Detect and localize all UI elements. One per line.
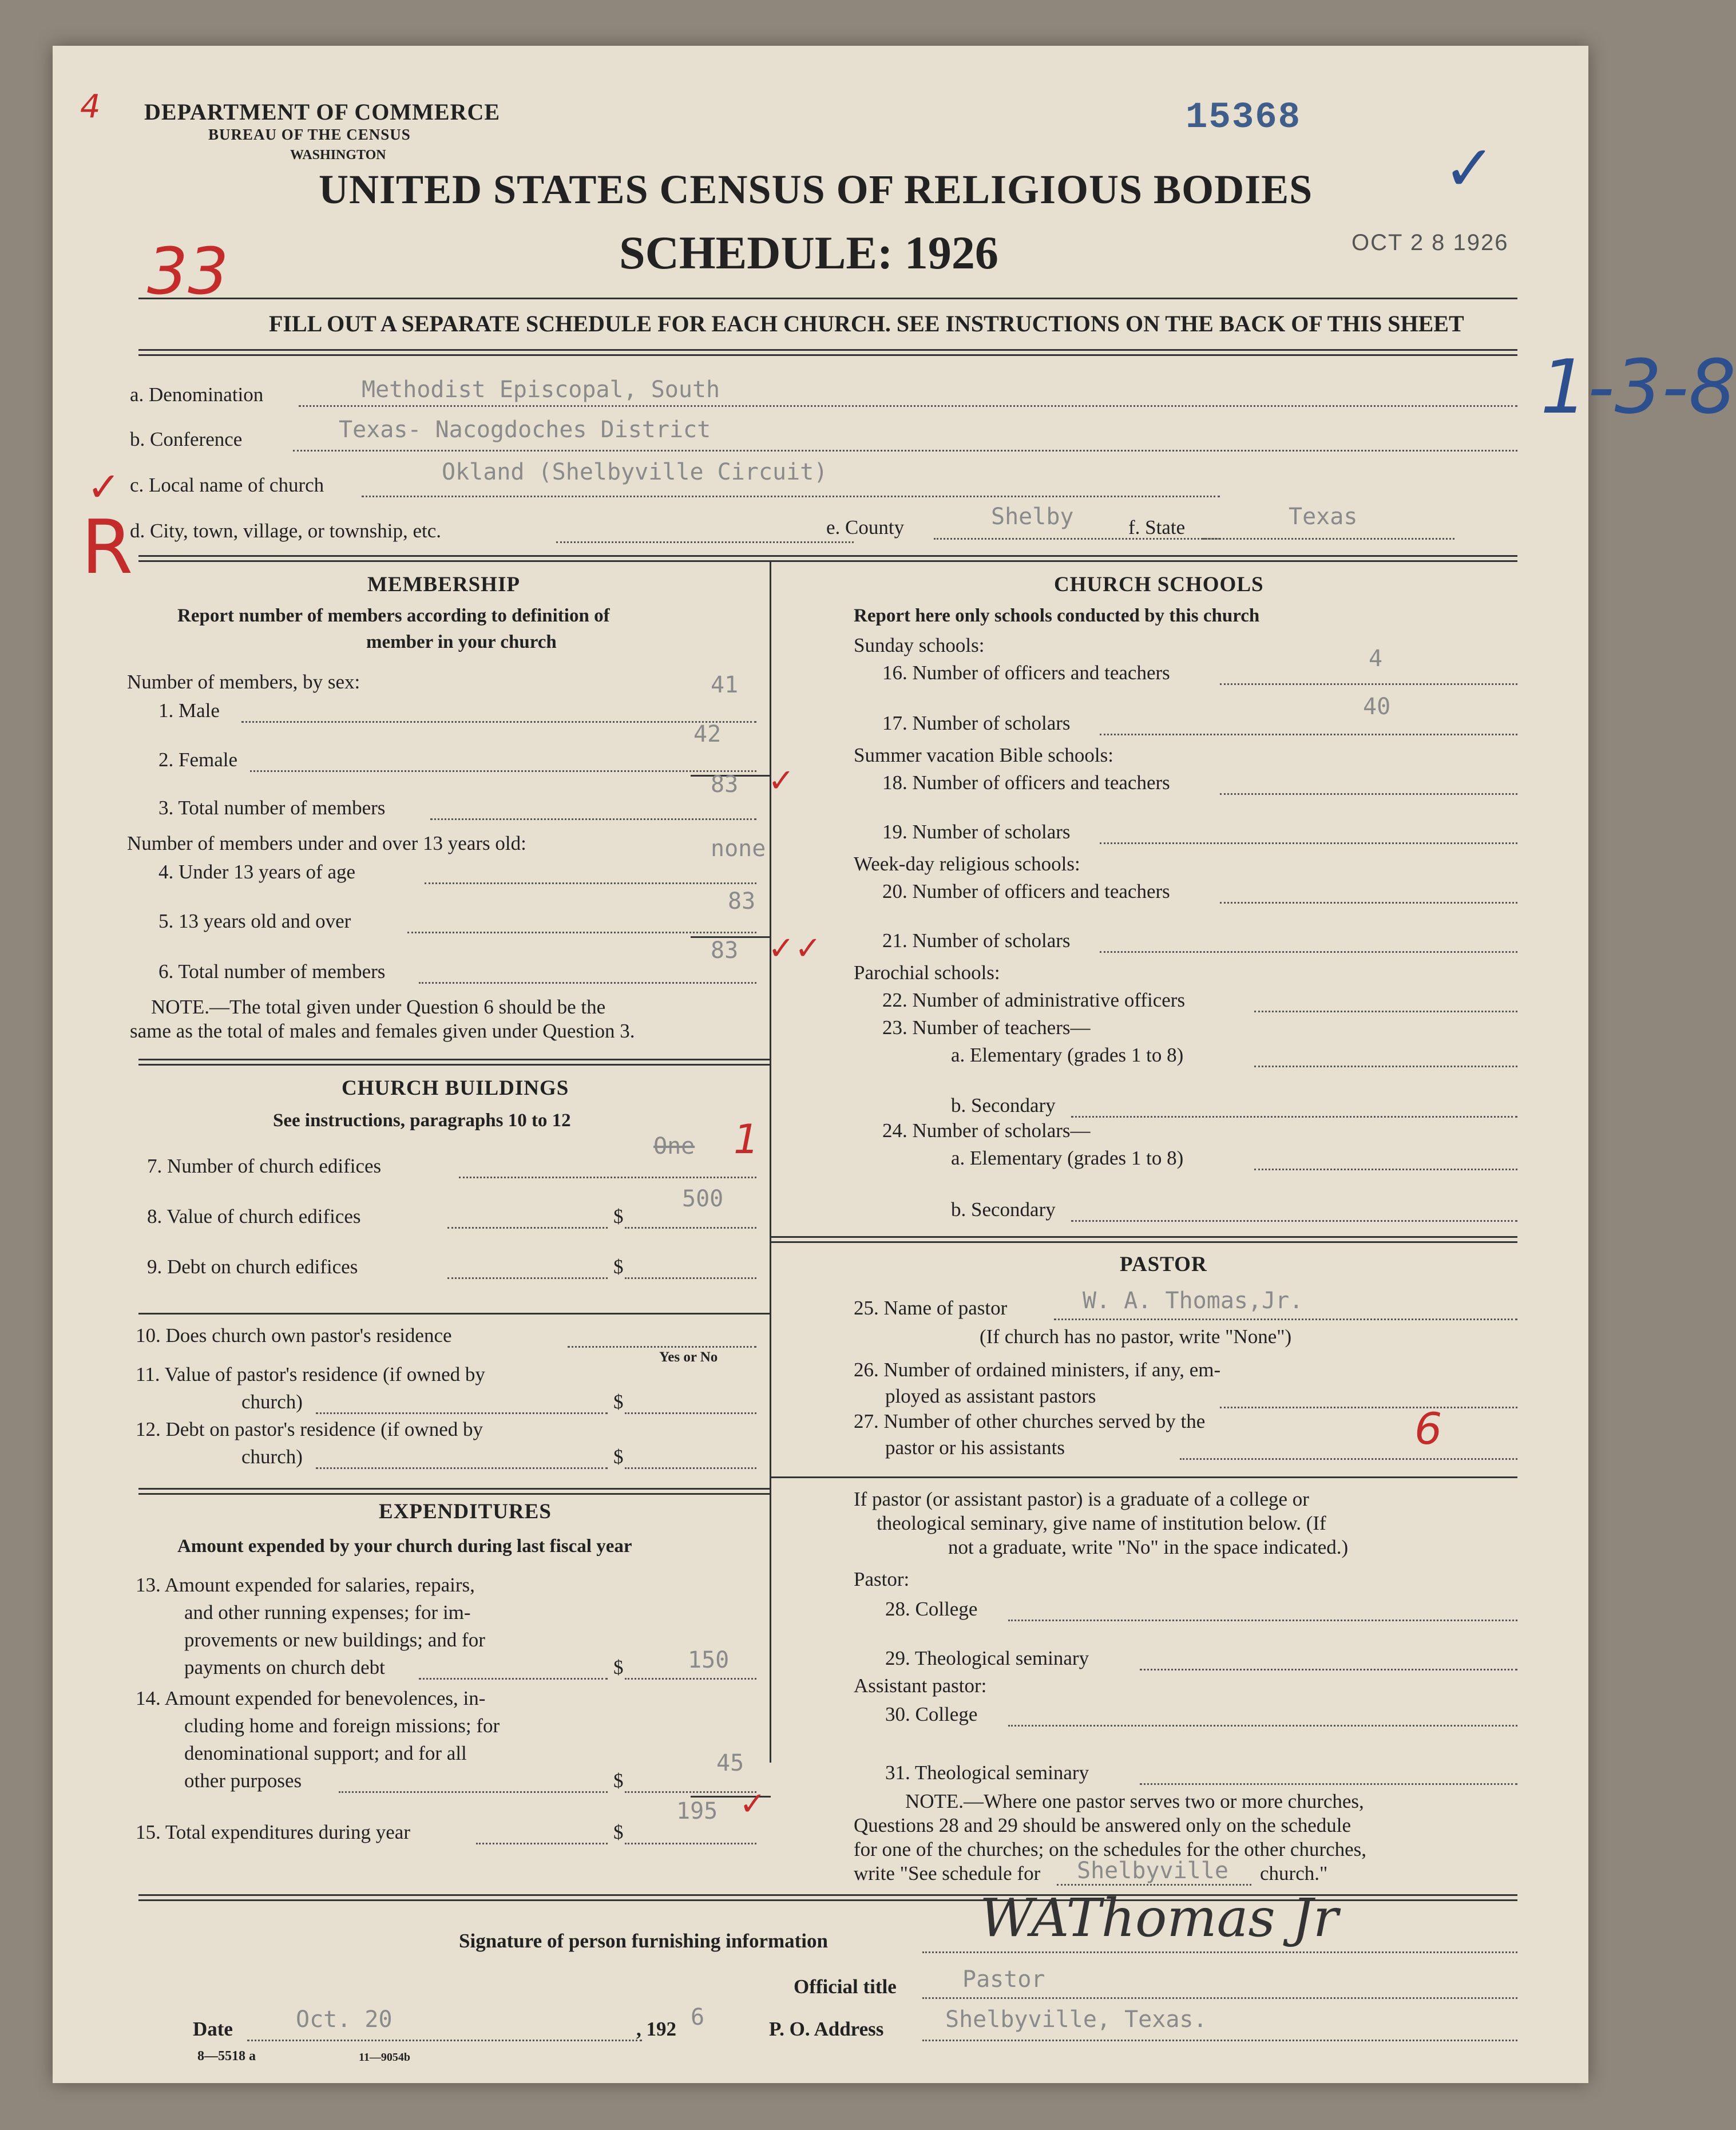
pastor-name-value: W. A. Thomas,Jr. — [1083, 1288, 1303, 1314]
church-edifices-value: One — [653, 1133, 695, 1159]
pastor-name-label: 25. Name of pastor — [854, 1297, 1008, 1319]
print-number: 11—9054b — [359, 2051, 411, 2064]
residence-debt-label-1: 12. Debt on pastor's residence (if owned by — [136, 1418, 483, 1440]
sunday-schools-label: Sunday schools: — [854, 634, 985, 656]
under-13-value: none — [711, 836, 766, 862]
handwritten-check-top: ✓ — [1443, 132, 1496, 205]
benevolences-label-4: other purposes — [184, 1769, 302, 1792]
running-expenses-label-2: and other running expenses; for im- — [184, 1601, 471, 1624]
members-by-age-label: Number of members under and over 13 years old: — [127, 832, 526, 854]
female-label: 2. Female — [158, 749, 238, 771]
edifice-value-label: 8. Value of church edifices — [147, 1205, 361, 1228]
department-name: DEPARTMENT OF COMMERCE — [144, 99, 501, 125]
running-expenses-value: 150 — [688, 1647, 730, 1673]
scholars-elementary-label: a. Elementary (grades 1 to 8) — [951, 1147, 1184, 1169]
membership-title: MEMBERSHIP — [367, 573, 520, 596]
census-schedule-sheet — [53, 46, 1736, 2083]
year-prefix: , 192 — [636, 2018, 676, 2040]
county-label: e. County — [826, 516, 905, 539]
total-members-6-label: 6. Total number of members — [158, 960, 386, 983]
parochial-scholars-label: 24. Number of scholars— — [882, 1119, 1091, 1142]
form-title: UNITED STATES CENSUS OF RELIGIOUS BODIES — [319, 167, 1313, 212]
assistant-ministers-label-1: 26. Number of ordained ministers, if any, em- — [854, 1359, 1221, 1381]
see-schedule-church-value: Shelbyville — [1077, 1858, 1228, 1884]
denomination-value: Methodist Episcopal, South — [362, 377, 720, 403]
membership-note-2: same as the total of males and females given under Question 3. — [130, 1020, 635, 1042]
form-number: 8—5518 a — [197, 2049, 256, 2064]
church-schools-subtitle: Report here only schools conducted by this church — [854, 605, 1260, 626]
year-value: 6 — [691, 2004, 705, 2030]
state-label: f. State — [1128, 516, 1186, 539]
over-13-value: 83 — [728, 888, 756, 914]
benevolences-value: 45 — [716, 1750, 744, 1776]
pastor-note-2: Questions 28 and 29 should be answered only on the schedule — [854, 1814, 1351, 1836]
total-members-3-mark: ✓ — [768, 762, 795, 799]
residence-debt-dollar: $ — [613, 1446, 624, 1468]
church-buildings-subtitle: See instructions, paragraphs 10 to 12 — [273, 1110, 571, 1131]
graduate-instruction-3: not a graduate, write "No" in the space indicated.) — [948, 1536, 1349, 1558]
county-value: Shelby — [991, 504, 1074, 530]
total-members-3-value: 83 — [711, 771, 739, 798]
handwritten-check-v: ✓ — [87, 464, 121, 510]
handwritten-mark-r: R — [81, 504, 133, 591]
assistant-education-label: Assistant pastor: — [854, 1674, 987, 1697]
serial-number: 15368 — [1186, 97, 1302, 138]
expenditures-title: EXPENDITURES — [379, 1500, 552, 1523]
weekday-officers-label: 20. Number of officers and teachers — [882, 880, 1170, 902]
sunday-officers-value: 4 — [1369, 646, 1383, 672]
scholars-secondary-label: b. Secondary — [951, 1198, 1056, 1221]
owns-residence-label: 10. Does church own pastor's residence — [136, 1324, 452, 1347]
pastor-note-4a: write "See schedule for — [854, 1862, 1041, 1884]
running-expenses-label-4: payments on church debt — [184, 1656, 385, 1678]
po-address-label: P. O. Address — [769, 2018, 884, 2040]
female-value: 42 — [693, 721, 722, 747]
conference-label: b. Conference — [130, 428, 243, 450]
residence-value-label-2: church) — [241, 1391, 303, 1413]
edifice-debt-label: 9. Debt on church edifices — [147, 1256, 358, 1278]
total-members-6-value: 83 — [711, 937, 739, 964]
sunday-scholars-label: 17. Number of scholars — [882, 712, 1071, 734]
running-expenses-label-1: 13. Amount expended for salaries, repairs, — [136, 1574, 475, 1596]
denomination-label: a. Denomination — [130, 383, 264, 406]
official-title-label: Official title — [794, 1975, 897, 1998]
pastor-college-label: 28. College — [885, 1598, 978, 1620]
membership-subtitle-1: Report number of members according to definition of — [177, 605, 610, 626]
received-date-stamp: OCT 2 8 1926 — [1351, 230, 1509, 255]
weekday-schools-label: Week-day religious schools: — [854, 853, 1080, 875]
total-expenditures-dollar: $ — [613, 1821, 624, 1843]
pastor-title: PASTOR — [1120, 1253, 1207, 1276]
separate-schedule-instruction: FILL OUT A SEPARATE SCHEDULE FOR EACH CHURCH. SEE INSTRUCTIONS ON THE BACK OF THIS SHEET — [269, 311, 1464, 336]
bureau-name: BUREAU OF THE CENSUS — [208, 126, 411, 143]
pastor-education-label: Pastor: — [854, 1568, 910, 1590]
other-churches-label-2: pastor or his assistants — [885, 1436, 1065, 1459]
total-expenditures-label: 15. Total expenditures during year — [136, 1821, 410, 1843]
membership-subtitle-2: member in your church — [366, 632, 557, 652]
total-members-6-mark: ✓✓ — [768, 930, 822, 967]
male-value: 41 — [711, 672, 739, 698]
weekday-scholars-label: 21. Number of scholars — [882, 929, 1071, 952]
summer-officers-label: 18. Number of officers and teachers — [882, 771, 1170, 794]
running-expenses-dollar: $ — [613, 1656, 624, 1678]
local-church-label: c. Local name of church — [130, 474, 324, 496]
expenditures-subtitle: Amount expended by your church during last fiscal year — [177, 1536, 632, 1557]
date-label: Date — [193, 2018, 233, 2040]
handwritten-mark-33: 33 — [147, 235, 229, 309]
po-address-value: Shelbyville, Texas. — [945, 2006, 1207, 2033]
pastor-seminary-label: 29. Theological seminary — [885, 1647, 1089, 1669]
assistant-ministers-label-2: ployed as assistant pastors — [885, 1385, 1096, 1407]
local-church-value: Okland (Shelbyville Circuit) — [442, 459, 828, 485]
edifice-debt-dollar: $ — [613, 1256, 624, 1278]
official-title-value: Pastor — [962, 1966, 1045, 1993]
assistant-seminary-label: 31. Theological seminary — [885, 1761, 1089, 1784]
teachers-elementary-label: a. Elementary (grades 1 to 8) — [951, 1044, 1184, 1066]
church-schools-title: CHURCH SCHOOLS — [1054, 573, 1264, 596]
other-churches-value: 6 — [1414, 1403, 1442, 1454]
state-value: Texas — [1289, 504, 1358, 530]
pastor-note-1: NOTE.—Where one pastor serves two or more churches, — [905, 1790, 1364, 1812]
members-by-sex-label: Number of members, by sex: — [127, 671, 360, 693]
summer-schools-label: Summer vacation Bible schools: — [854, 744, 1113, 766]
membership-note-1: NOTE.—The total given under Question 6 should be the — [151, 996, 606, 1018]
bureau-city: WASHINGTON — [290, 148, 386, 163]
schedule-year: SCHEDULE: 1926 — [619, 227, 998, 279]
male-label: 1. Male — [158, 699, 220, 722]
running-expenses-label-3: provements or new buildings; and for — [184, 1629, 485, 1651]
edifice-value-dollar: $ — [613, 1205, 624, 1228]
assistant-college-label: 30. College — [885, 1703, 978, 1725]
pastor-note-4b: church." — [1260, 1862, 1328, 1884]
pastor-note-3: for one of the churches; on the schedules for the other churches, — [854, 1838, 1367, 1860]
residence-value-label-1: 11. Value of pastor's residence (if owned by — [136, 1363, 485, 1385]
city-label: d. City, town, village, or township, etc. — [130, 520, 442, 542]
benevolences-label-2: cluding home and foreign missions; for — [184, 1715, 500, 1737]
teachers-secondary-label: b. Secondary — [951, 1094, 1056, 1117]
pastor-none-note: (If church has no pastor, write "None") — [980, 1325, 1292, 1348]
residence-debt-label-2: church) — [241, 1446, 303, 1468]
other-churches-label-1: 27. Number of other churches served by the — [854, 1410, 1206, 1432]
summer-scholars-label: 19. Number of scholars — [882, 821, 1071, 843]
total-expenditures-mark: ✓ — [739, 1785, 766, 1823]
graduate-instruction-2: theological seminary, give name of institution below. (If — [877, 1512, 1326, 1534]
sunday-officers-label: 16. Number of officers and teachers — [882, 662, 1170, 684]
handwritten-code: 1-3-8 — [1540, 343, 1736, 430]
over-13-label: 5. 13 years old and over — [158, 910, 351, 932]
parochial-schools-label: Parochial schools: — [854, 961, 1000, 984]
under-13-label: 4. Under 13 years of age — [158, 861, 356, 883]
church-edifices-label: 7. Number of church edifices — [147, 1155, 382, 1177]
residence-value-dollar: $ — [613, 1391, 624, 1413]
church-buildings-title: CHURCH BUILDINGS — [342, 1076, 569, 1100]
benevolences-label-3: denominational support; and for all — [184, 1742, 467, 1764]
church-edifices-mark: 1 — [734, 1116, 759, 1163]
edifice-value-amount: 500 — [682, 1186, 724, 1212]
yes-or-no-hint: Yes or No — [659, 1349, 718, 1365]
total-members-3-label: 3. Total number of members — [158, 797, 386, 819]
conference-value: Texas- Nacogdoches District — [339, 417, 711, 443]
handwritten-mark-4: 4 — [80, 88, 101, 125]
graduate-instruction-1: If pastor (or assistant pastor) is a graduate of a college or — [854, 1488, 1309, 1510]
parochial-officers-label: 22. Number of administrative officers — [882, 989, 1186, 1011]
signature-label: Signature of person furnishing information — [459, 1930, 828, 1952]
sunday-scholars-value: 40 — [1363, 694, 1391, 720]
date-value: Oct. 20 — [296, 2006, 393, 2033]
benevolences-label-1: 14. Amount expended for benevolences, in- — [136, 1687, 486, 1709]
total-expenditures-value: 195 — [676, 1798, 718, 1824]
parochial-teachers-label: 23. Number of teachers— — [882, 1016, 1091, 1039]
benevolences-dollar: $ — [613, 1769, 624, 1792]
signature-value: WAThomas Jr — [980, 1887, 1338, 1949]
